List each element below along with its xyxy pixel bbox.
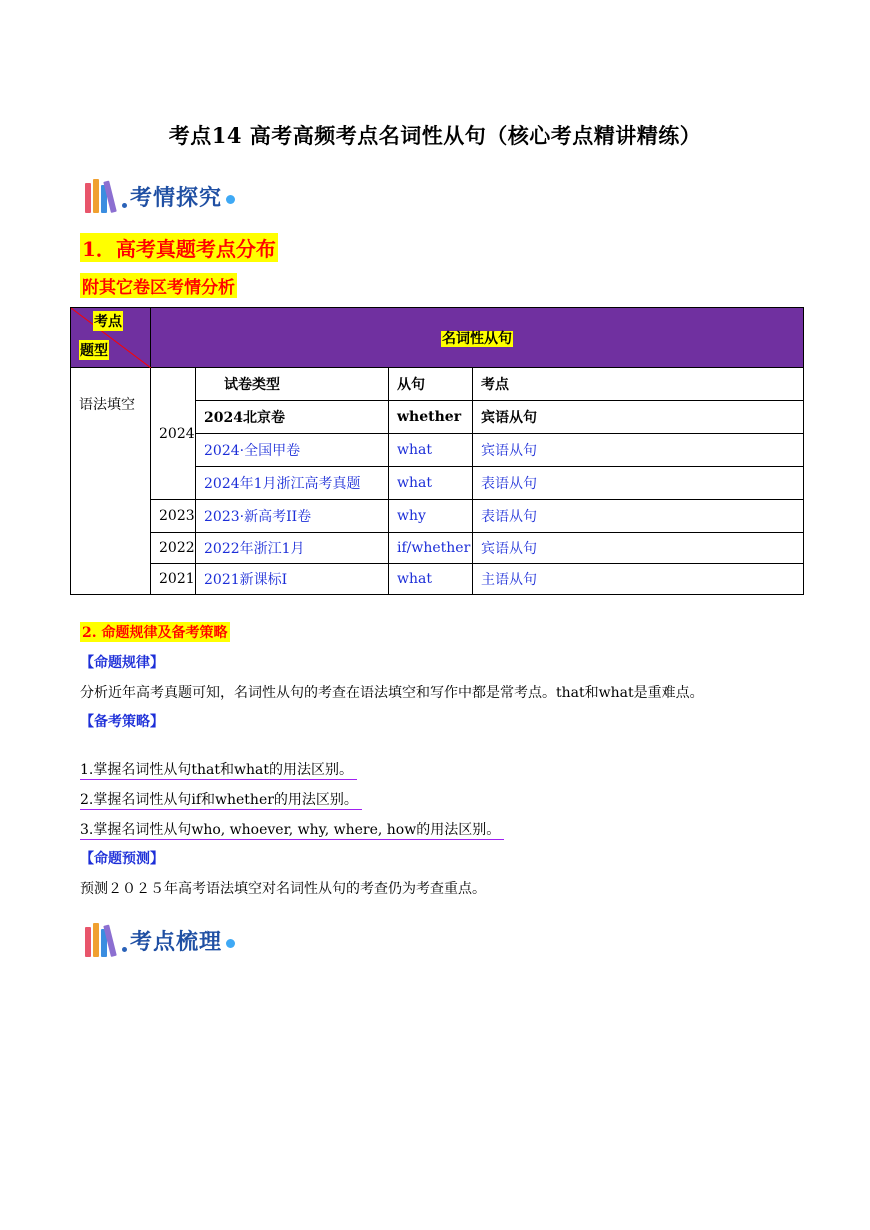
dot-icon xyxy=(226,195,235,204)
clause-cell: what xyxy=(389,564,473,595)
table-row xyxy=(71,368,804,401)
books-icon xyxy=(85,179,117,213)
year-cell: 2021 xyxy=(151,564,196,595)
paper-cell: 2024·全国甲卷 xyxy=(196,434,389,467)
paper-cell: 2024年1月浙江高考真题 xyxy=(196,467,389,500)
predict-text: 预测２０２５年高考语法填空对名词性从句的考查仍为考查重点。 xyxy=(80,881,486,897)
predict-label: 【命题预测】 xyxy=(80,851,164,867)
clause-cell: what xyxy=(389,467,473,500)
year-cell: 2023 xyxy=(151,500,196,533)
section-banner-exam-analysis xyxy=(85,176,235,216)
banner-title: 考情探究 xyxy=(130,185,223,211)
col-header-point: 考点 xyxy=(473,368,804,401)
clause-cell: what xyxy=(389,434,473,467)
rule-text: 分析近年高考真题可知，名词性从句的考查在语法填空和写作中都是常考点。that和what是重难点。 xyxy=(80,685,704,701)
rule-label: 【命题规律】 xyxy=(80,655,164,671)
banner-title: 考点梳理 xyxy=(130,929,223,955)
section2-heading: 2. 命题规律及备考策略 xyxy=(80,622,230,642)
corner-top-label: 考点 xyxy=(93,311,123,331)
col-header-paper: 试卷类型 xyxy=(196,368,389,401)
col-header-clause: 从句 xyxy=(389,368,473,401)
strategy-item: 3.掌握名词性从句who, whoever, why, where, how的用法区别。 xyxy=(80,819,504,840)
paper-cell: 2022年浙江1月 xyxy=(196,533,389,564)
table-row xyxy=(71,533,804,564)
section1-subheading: 附其它卷区考情分析 xyxy=(80,273,237,298)
page-title: 考点14 高考高频考点名词性从句（核心考点精讲精练） xyxy=(168,123,702,148)
clause-cell: if/whether xyxy=(389,533,473,564)
point-cell: 主语从句 xyxy=(473,564,804,595)
point-cell: 宾语从句 xyxy=(473,434,804,467)
strategy-item: 2.掌握名词性从句if和whether的用法区别。 xyxy=(80,789,362,810)
books-icon xyxy=(85,923,117,957)
table-header-label: 名词性从句 xyxy=(442,330,512,347)
point-cell: 表语从句 xyxy=(473,500,804,533)
point-cell: 表语从句 xyxy=(473,467,804,500)
table-corner-cell xyxy=(71,308,151,368)
dot-icon xyxy=(226,939,235,948)
strategy-label: 【备考策略】 xyxy=(80,714,164,730)
paper-cell: 2023·新高考II卷 xyxy=(196,500,389,533)
table-header-cell xyxy=(151,308,804,368)
paper-cell: 2024北京卷 xyxy=(196,401,389,434)
section-banner-key-points xyxy=(85,920,235,960)
year-cell: 2022 xyxy=(151,533,196,564)
table-row xyxy=(71,500,804,533)
corner-bottom-label: 题型 xyxy=(79,340,109,360)
year-cell: 2024 xyxy=(151,368,196,500)
paper-cell: 2021新课标I xyxy=(196,564,389,595)
exam-distribution-table xyxy=(70,307,804,595)
clause-cell: whether xyxy=(389,401,473,434)
question-type-cell: 语法填空 xyxy=(71,368,151,595)
table-header-row xyxy=(71,308,804,368)
point-cell: 宾语从句 xyxy=(473,533,804,564)
table-row xyxy=(71,564,804,595)
point-cell: 宾语从句 xyxy=(473,401,804,434)
strategy-item: 1.掌握名词性从句that和what的用法区别。 xyxy=(80,759,357,780)
clause-cell: why xyxy=(389,500,473,533)
section1-heading: 1．高考真题考点分布 xyxy=(80,233,278,262)
